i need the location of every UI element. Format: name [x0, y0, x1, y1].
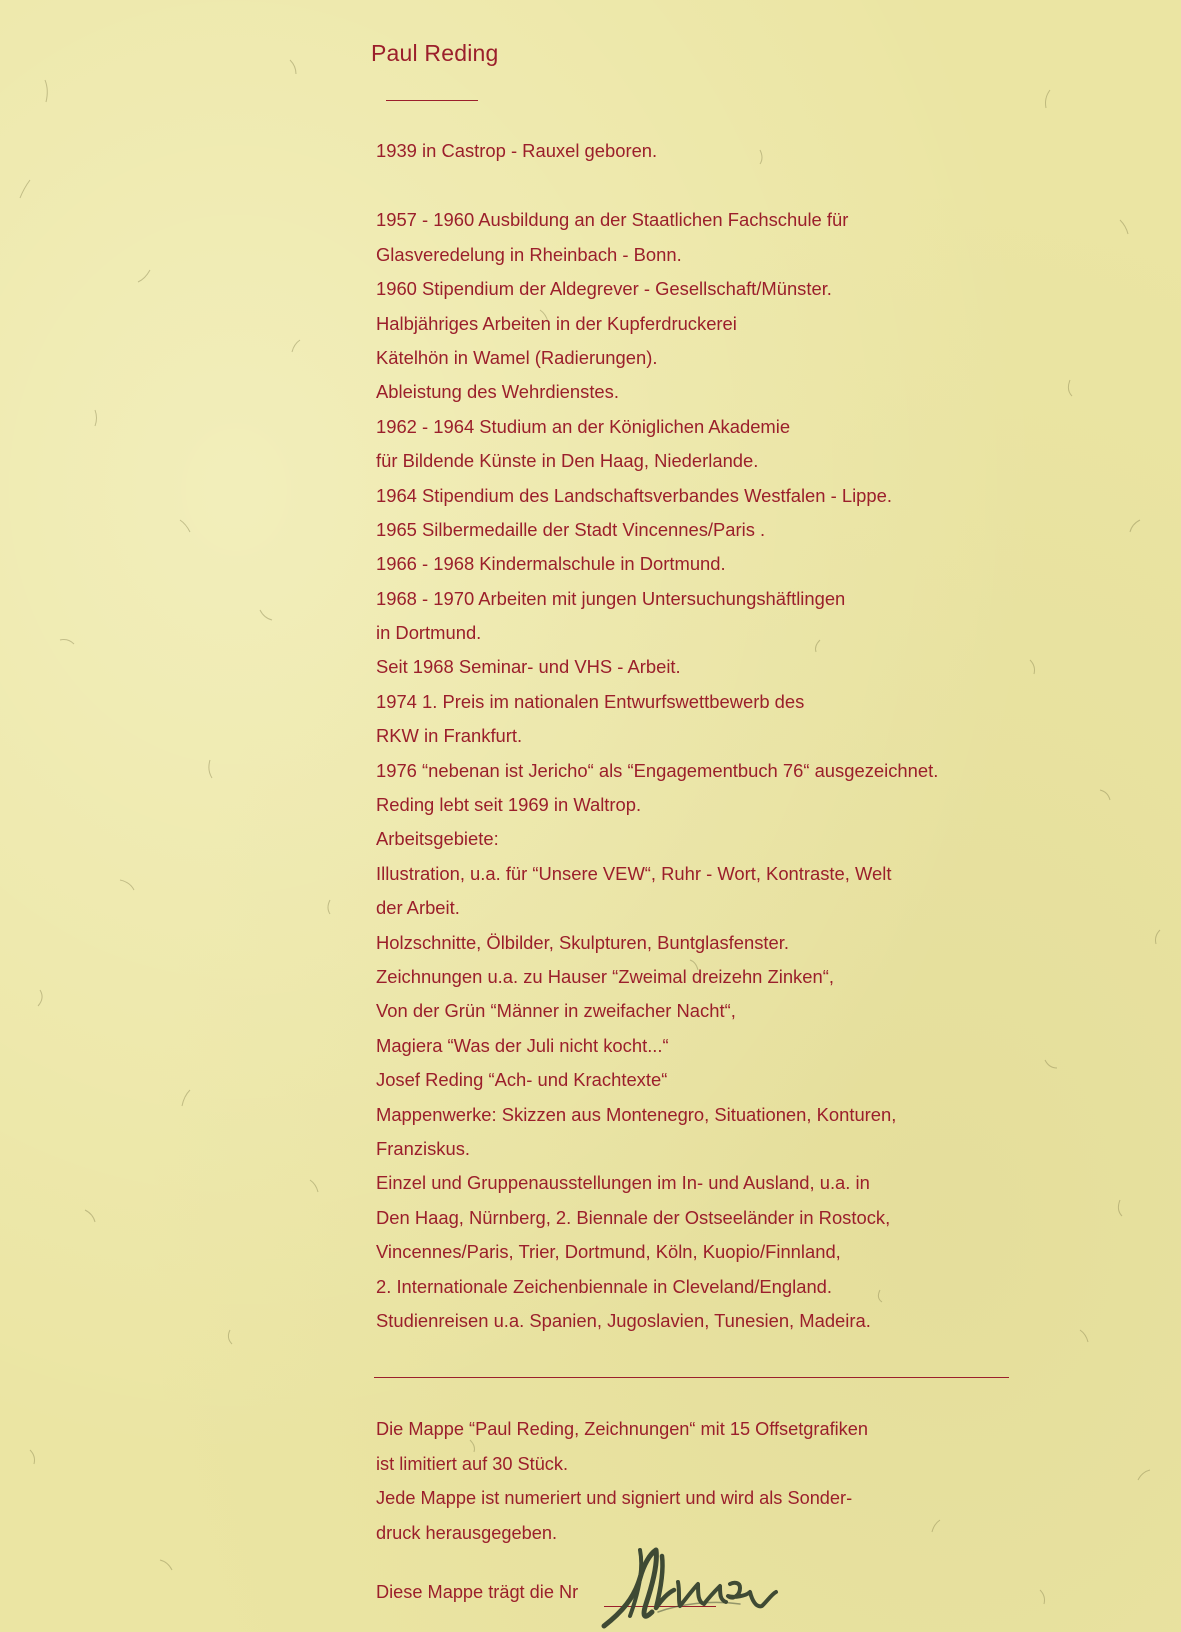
bio-line: Halbjähriges Arbeiten in der Kupferdruckerei: [376, 312, 737, 334]
bio-line: Von der Grün “Männer in zweifacher Nacht“,: [376, 1000, 736, 1022]
bio-line: 1976 “nebenan ist Jericho“ als “Engagementbuch 76“ ausgezeichnet.: [376, 759, 939, 781]
bio-line: 1960 Stipendium der Aldegrever - Gesellschaft/Münster.: [376, 278, 832, 300]
bio-line: 1957 - 1960 Ausbildung an der Staatlichen Fachschule für: [376, 209, 849, 231]
bio-line: 1965 Silbermedaille der Stadt Vincennes/Paris .: [376, 518, 766, 540]
bio-line: 1974 1. Preis im nationalen Entwurfswettbewerb des: [376, 690, 805, 712]
bio-line: für Bildende Künste in Den Haag, Niederlande.: [376, 450, 759, 472]
edition-number-label: Diese Mappe trägt die Nr: [376, 1582, 579, 1602]
bio-line: 1966 - 1968 Kindermalschule in Dortmund.: [376, 553, 726, 575]
bio-line: Den Haag, Nürnberg, 2. Biennale der Ostseeländer in Rostock,: [376, 1206, 891, 1228]
bio-line: Magiera “Was der Juli nicht kocht...“: [376, 1034, 669, 1056]
bio-line: 1968 - 1970 Arbeiten mit jungen Untersuchungshäftlingen: [376, 587, 846, 609]
bio-line: Kätelhön in Wamel (Radierungen).: [376, 346, 658, 368]
bio-line: Glasveredelung in Rheinbach - Bonn.: [376, 243, 682, 265]
edition-note: [376, 1412, 868, 1550]
bio-line: 2. Internationale Zeichenbiennale in Cleveland/England.: [376, 1275, 833, 1297]
author-heading: Paul Reding: [371, 40, 499, 66]
edition-line: Jede Mappe ist numeriert und signiert und wird als Sonder-: [376, 1488, 853, 1509]
bio-line: Illustration, u.a. für “Unsere VEW“, Ruhr - Wort, Kontraste, Welt: [376, 862, 892, 884]
edition-line: Die Mappe “Paul Reding, Zeichnungen“ mit 15 Offsetgrafiken: [376, 1419, 869, 1439]
bio-line: Josef Reding “Ach- und Krachtexte“: [376, 1069, 668, 1091]
bio-line: 1962 - 1964 Studium an der Königlichen Akademie: [376, 415, 791, 437]
edition-line: druck herausgegeben.: [376, 1522, 557, 1543]
bio-line: Holzschnitte, Ölbilder, Skulpturen, Buntglasfenster.: [376, 931, 789, 953]
heading-underline: [386, 100, 478, 101]
bio-line: 1964 Stipendium des Landschaftsverbandes Westfalen - Lippe.: [376, 484, 892, 506]
bio-line: Arbeitsgebiete:: [376, 828, 499, 850]
bio-line: in Dortmund.: [376, 622, 482, 644]
bio-line: Einzel und Gruppenausstellungen im In- und Ausland, u.a. in: [376, 1172, 870, 1194]
bio-line: Mappenwerke: Skizzen aus Montenegro, Situationen, Konturen,: [376, 1103, 897, 1125]
edition-line: ist limitiert auf 30 Stück.: [376, 1453, 569, 1474]
bio-line: der Arbeit.: [376, 897, 460, 919]
section-divider: [374, 1377, 1009, 1378]
bio-line: Ableistung des Wehrdienstes.: [376, 381, 619, 403]
bio-line: Reding lebt seit 1969 in Waltrop.: [376, 794, 642, 816]
bio-line: 1939 in Castrop - Rauxel geboren.: [376, 140, 658, 161]
bio-line: Vincennes/Paris, Trier, Dortmund, Köln, Kuopio/Finnland,: [376, 1241, 841, 1263]
biography-list: [376, 134, 938, 1338]
bio-line: Zeichnungen u.a. zu Hauser “Zweimal dreizehn Zinken“,: [376, 965, 834, 987]
bio-line: RKW in Frankfurt.: [376, 725, 523, 747]
bio-line: Franziskus.: [376, 1137, 471, 1159]
bio-spacer: [376, 168, 938, 203]
bio-line: Studienreisen u.a. Spanien, Jugoslavien, Tunesien, Madeira.: [376, 1309, 871, 1331]
signature-mark: [600, 1542, 785, 1632]
bio-line: Seit 1968 Seminar- und VHS - Arbeit.: [376, 656, 681, 678]
